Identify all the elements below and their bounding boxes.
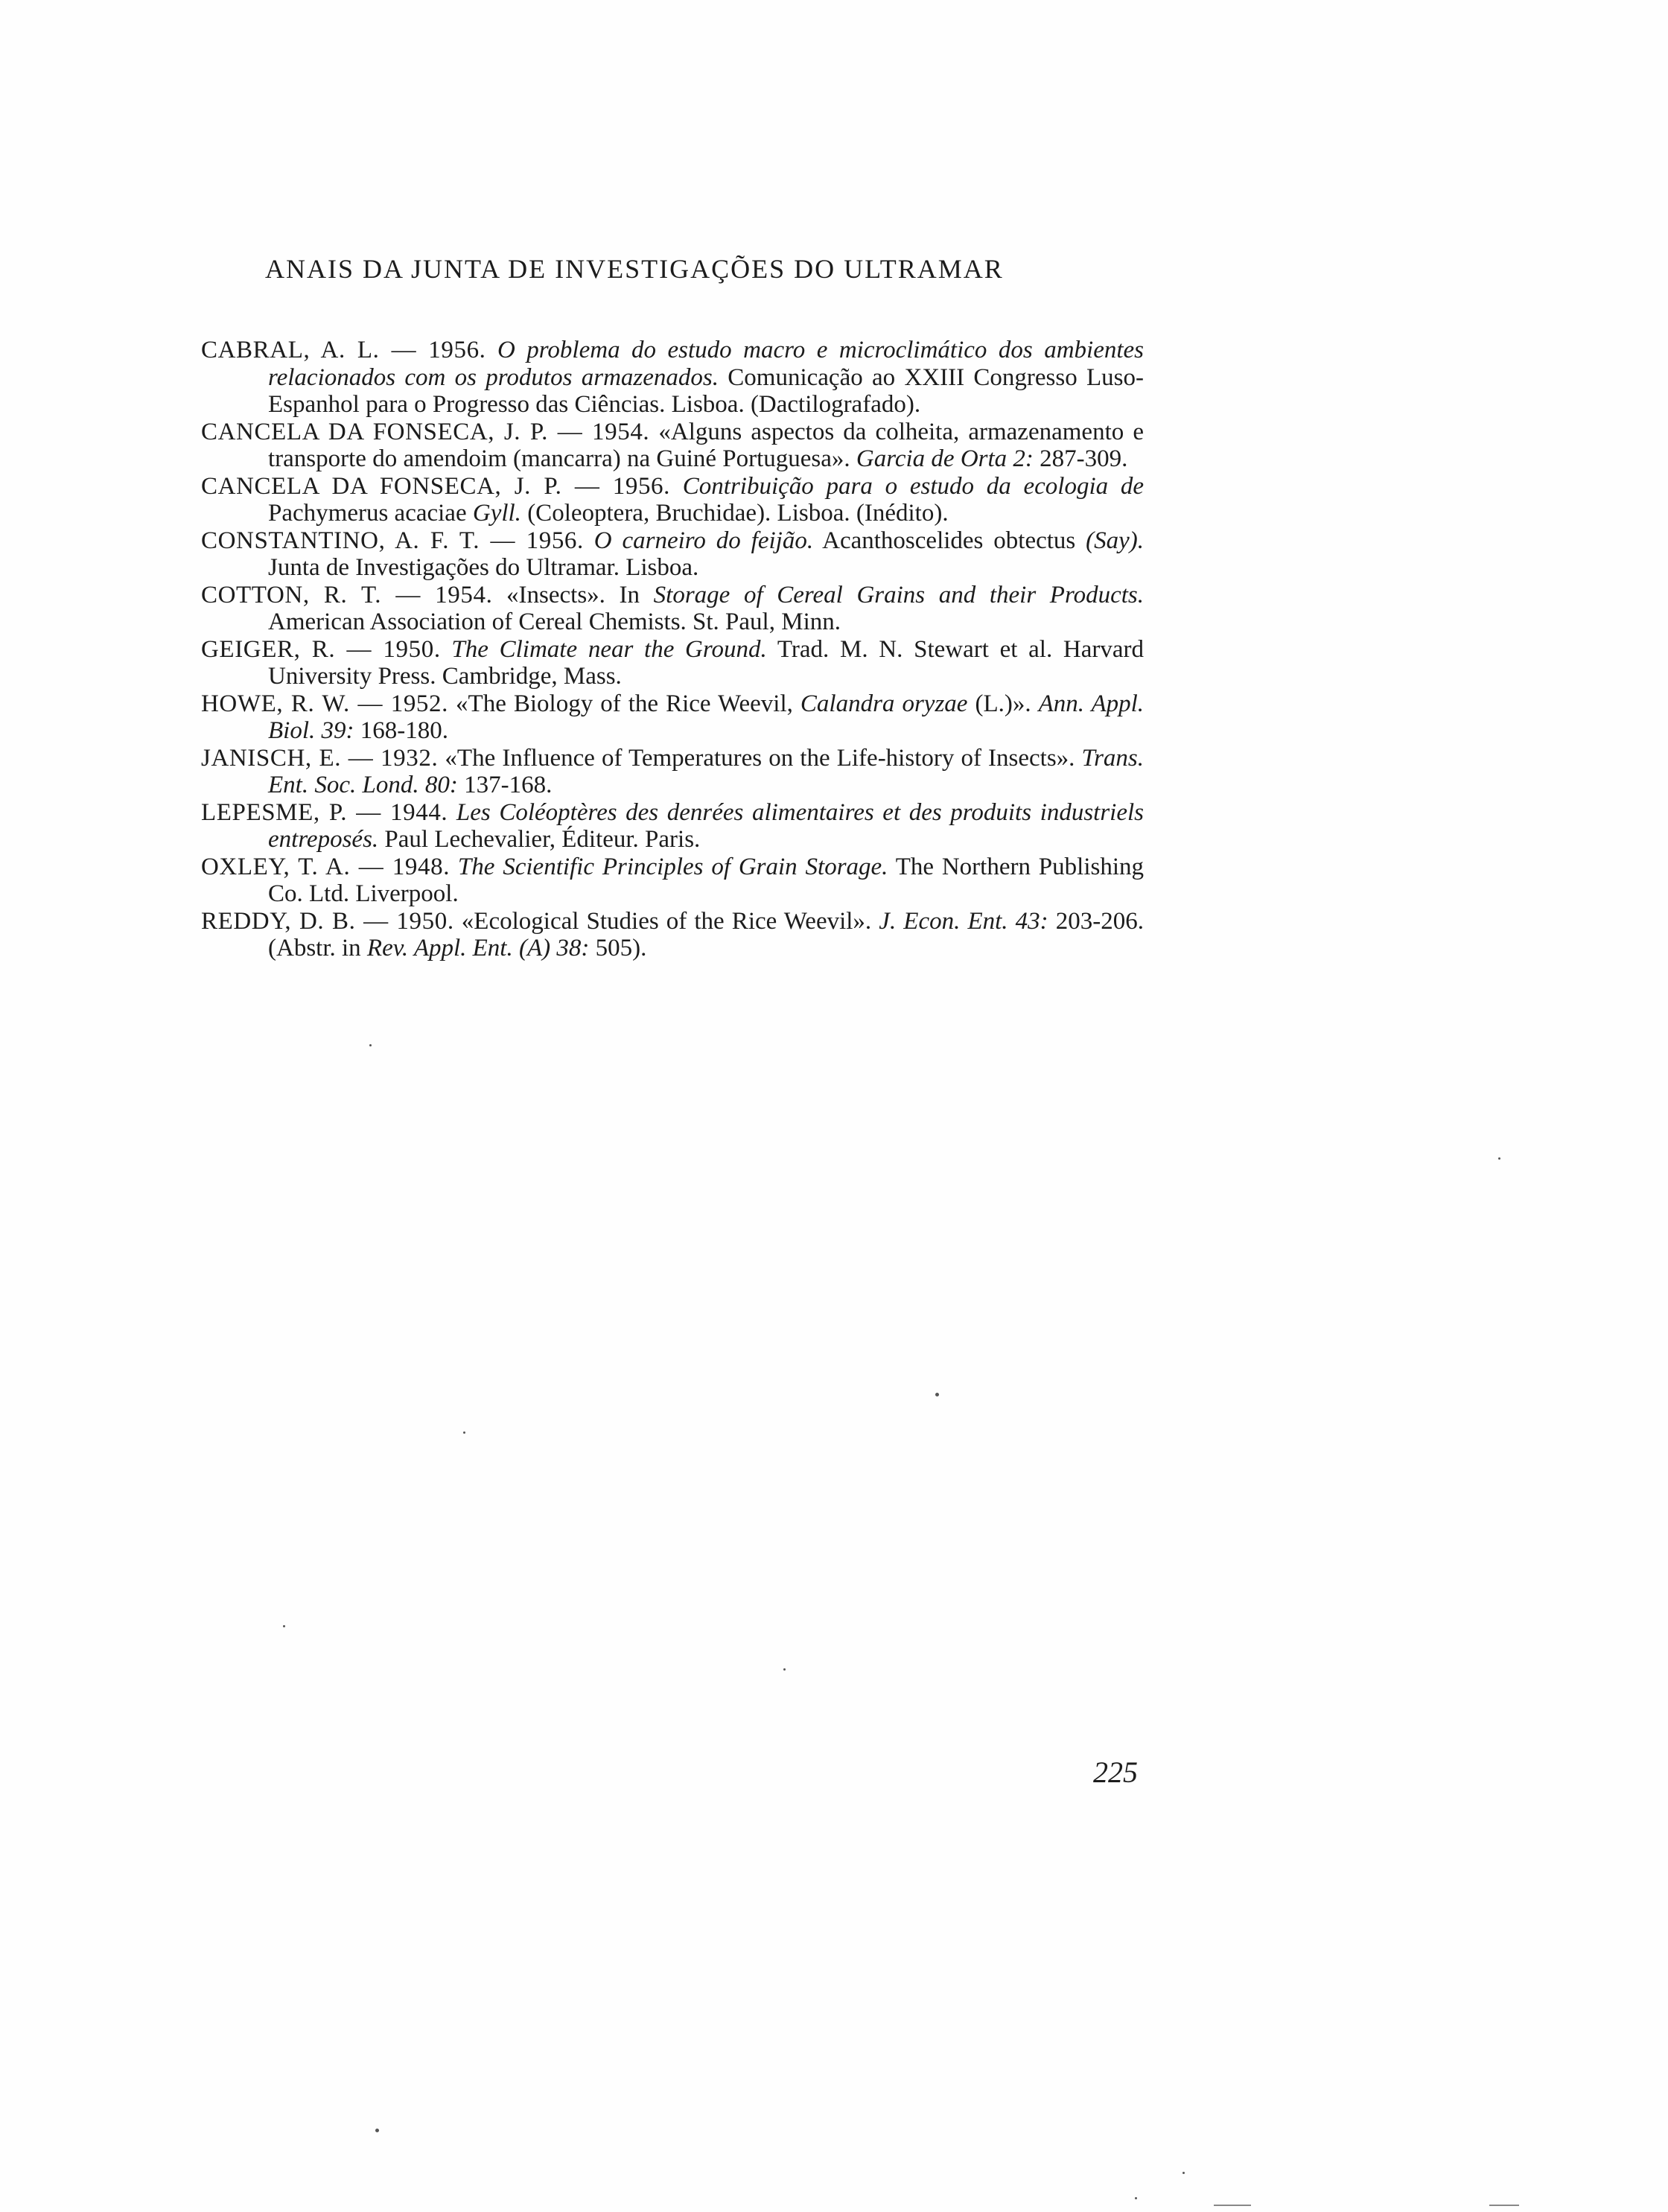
reference-author: CONSTANTINO, A. F. T. — 1956. — [201, 527, 584, 554]
scan-speck — [375, 2129, 379, 2132]
scan-speck — [1214, 2205, 1251, 2206]
reference-author: REDDY, D. B. — 1950. — [201, 907, 454, 935]
reference-details: Trad. M. N. Stewart et al. Harvard University Press. Cambridge, Mass. — [268, 635, 1145, 690]
reference-details: American Association of Cereal Chemists. St. Paul, Minn. — [268, 608, 841, 635]
reference-species: Calandra oryzae — [800, 690, 968, 717]
scan-speck — [935, 1393, 939, 1396]
reference-author: CABRAL, A. L. — 1956. — [201, 337, 486, 363]
reference-title-end: (L.)». — [975, 690, 1031, 717]
scan-speck — [1489, 2205, 1519, 2206]
reference-pages: 137-168. — [464, 772, 553, 798]
reference-title: O carneiro do feijão. — [593, 527, 814, 554]
reference-details: Paul Lechevalier, Éditeur. Paris. — [384, 826, 701, 853]
reference-title: «Ecological Studies of the Rice Weevil». — [461, 907, 872, 935]
reference-details: (Coleoptera, Bruchidae). Lisboa. (Inédito). — [527, 500, 949, 527]
reference-pages: 168-180. — [360, 717, 448, 744]
reference-author: LEPESME, P. — 1944. — [201, 798, 448, 826]
reference-pages: 203-206. (Abstr. in — [268, 907, 1144, 962]
reference-title: The Scientific Principles of Grain Storage. — [457, 853, 888, 880]
reference-author: CANCELA DA FONSECA, J. P. — 1956. — [201, 472, 671, 500]
scan-speck — [1135, 2197, 1137, 2199]
reference-list — [201, 337, 1144, 962]
running-head: ANAIS DA JUNTA DE INVESTIGAÇÕES DO ULTRAMAR — [265, 254, 1004, 284]
scan-speck — [283, 1625, 285, 1627]
reference-author: GEIGER, R. — 1950. — [201, 635, 441, 663]
reference-author: JANISCH, E. — 1932. — [201, 744, 439, 772]
reference-journal: J. Econ. Ent. 43: — [879, 907, 1048, 935]
reference-details: Junta de Investigações do Ultramar. Lisboa. — [268, 554, 699, 581]
reference-species: Acanthoscelides obtectus — [822, 527, 1076, 554]
reference-author: OXLEY, T. A. — 1948. — [201, 853, 451, 880]
reference-title: The Climate near the Ground. — [451, 635, 767, 663]
reference-title: «The Biology of the Rice Weevil, — [456, 690, 793, 717]
reference-species-authority: (Say). — [1086, 527, 1145, 554]
reference-entry — [201, 799, 1144, 854]
scan-speck — [1498, 1157, 1500, 1160]
reference-title: O problema do estudo macro e microclimático dos ambientes relacionados com os produtos armazenados. — [268, 337, 1144, 391]
page-number: 225 — [1093, 1755, 1138, 1789]
reference-entry — [201, 636, 1144, 690]
reference-entry — [201, 908, 1144, 962]
reference-entry — [201, 745, 1144, 799]
reference-pages: 287-309. — [1040, 445, 1128, 472]
reference-title: Les Coléoptères des denrées alimentaires et des produits industriels entreposés. — [268, 798, 1145, 853]
scan-speck — [783, 1668, 786, 1671]
reference-entry — [201, 419, 1144, 473]
reference-entry — [201, 337, 1144, 419]
reference-details: Comunicação ao XXIII Congresso Luso-Espanhol para o Progresso das Ciências. Lisboa. (Dactilografado). — [268, 363, 1144, 418]
reference-title: «Insects». In — [506, 581, 640, 608]
reference-journal: Trans. Ent. Soc. Lond. 80: — [268, 744, 1145, 798]
reference-author: HOWE, R. W. — 1952. — [201, 690, 448, 717]
reference-abstract-pages: 505). — [595, 935, 647, 962]
reference-species-authority: Gyll. — [472, 500, 521, 527]
reference-entry — [201, 582, 1144, 636]
scan-speck — [1182, 2172, 1185, 2174]
reference-title: Contribuição para o estudo da ecologia de — [682, 472, 1144, 500]
reference-book-title: Storage of Cereal Grains and their Products. — [653, 581, 1144, 608]
reference-title: «The Influence of Temperatures on the Life-history of Insects». — [445, 744, 1075, 772]
reference-entry — [201, 690, 1144, 745]
reference-title: «Alguns aspectos da colheita, armazenamento e transporte do amendoim (mancarra) na Guiné Portuguesa». — [268, 418, 1145, 472]
reference-author: COTTON, R. T. — 1954. — [201, 581, 493, 608]
reference-details: The Northern Publishing Co. Ltd. Liverpool. — [268, 853, 1144, 907]
reference-author: CANCELA DA FONSECA, J. P. — 1954. — [201, 418, 650, 445]
reference-journal: Garcia de Orta 2: — [856, 445, 1034, 472]
reference-species: Pachymerus acaciae — [268, 500, 467, 527]
scan-speck — [369, 1044, 372, 1046]
reference-journal: Ann. Appl. Biol. 39: — [268, 690, 1145, 744]
reference-entry — [201, 854, 1144, 908]
reference-abstract-journal: Rev. Appl. Ent. (A) 38: — [366, 935, 590, 962]
scan-speck — [463, 1431, 465, 1434]
reference-entry — [201, 473, 1144, 527]
reference-entry — [201, 527, 1144, 582]
